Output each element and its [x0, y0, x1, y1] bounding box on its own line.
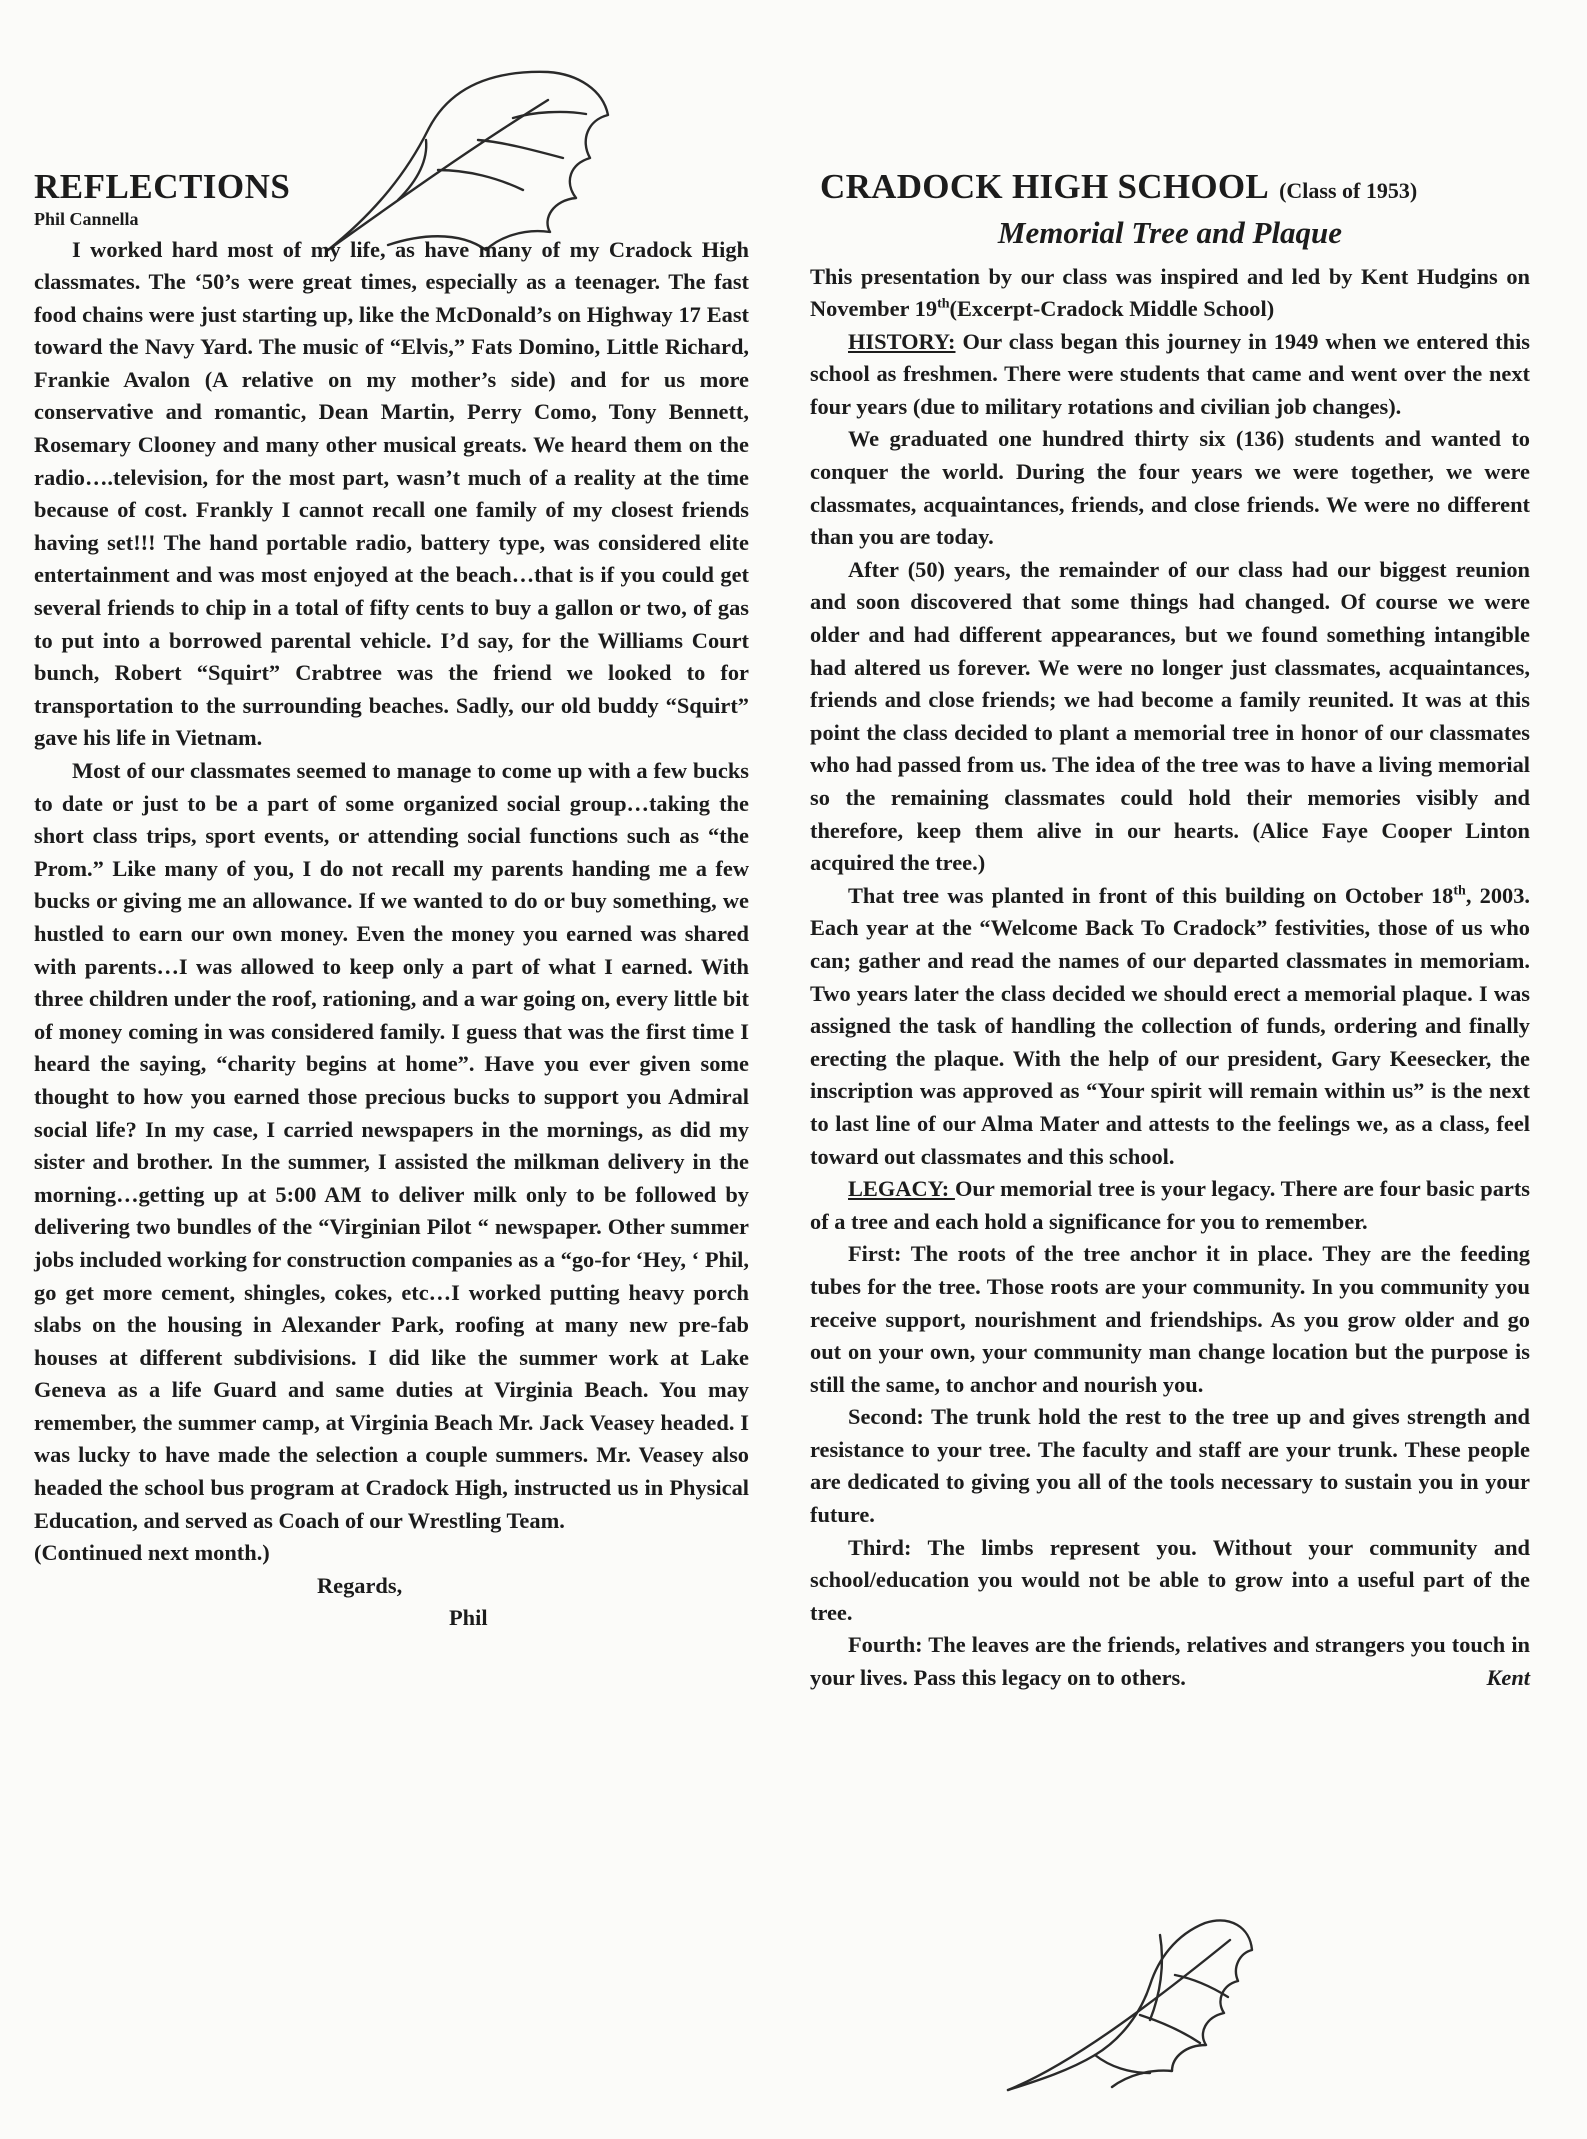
legacy-paragraph	[810, 1173, 1530, 1238]
memorial-paragraph-fourth	[810, 1629, 1530, 1694]
class-of-label: (Class of 1953)	[1279, 178, 1418, 203]
reflections-column	[34, 160, 749, 1635]
intro-text-end: (Excerpt-Cradock Middle School)	[949, 296, 1275, 322]
memorial-paragraph-2: We graduated one hundred thirty six (136) students and wanted to conquer the world. During the four years we were together, we were classmates, acquaintances, friends, and close friends. We were no different than you are today.	[810, 426, 1530, 550]
p4-text: That tree was planted in front of this building on October 18	[848, 882, 1454, 908]
memorial-subtitle: Memorial Tree and Plaque	[997, 214, 1343, 250]
continued-note: (Continued next month.)	[34, 1540, 270, 1566]
regards-closing: Regards,	[317, 1572, 403, 1598]
memorial-heading	[820, 168, 1530, 207]
intro-ordinal: th	[937, 296, 950, 312]
memorial-tree-column	[810, 160, 1530, 1695]
signature-kent: Kent	[1486, 1665, 1530, 1691]
memorial-paragraph-4	[810, 880, 1530, 1173]
legacy-text: Our memorial tree is your legacy. There are four basic parts of a tree and each hold a significance for you to remember.	[810, 1176, 1530, 1234]
p4-text-end: , 2003. Each year at the “Welcome Back To Cradock” festivities, those of us who can; gather and read the names of our departed classmates in memoriam. Two years later the class decided we should erect a memorial plaque. I was assigned the task of handling the collection of funds, ordering and finally erecting the plaque. With the help of our president, Gary Keesecker, the inscription was approved as “Your spirit will remain within us” is the next to last line of our Alma Mater and attests to the feelings we, as a class, feel toward out classmates and this school.	[810, 882, 1530, 1169]
intro-text: This presentation by our class was inspired and led by Kent Hudgins on November 19	[810, 263, 1530, 322]
memorial-paragraph-third: Third: The limbs represent you. Without your community and school/education you would not be able to grow into a useful part of the tree.	[810, 1534, 1530, 1625]
p4-ordinal: th	[1453, 883, 1466, 899]
signature-phil: Phil	[449, 1605, 488, 1631]
reflections-paragraph-2: Most of our classmates seemed to manage to come up with a few bucks to date or just to be a part of some organized social group…taking the short class trips, sport events, or attending social functions such as “the Prom.” Like many of you, I do not recall my parents handing me a few bucks or giving me an allowance. If we wanted to do or buy something, we hustled to earn our own money. Even the money you earned was shared with parents…I was allowed to keep only a part of what I earned. With three children under the roof, rationing, and a war going on, every little bit of money coming in was considered family. I guess that was the first time I heard the saying, “charity begins at home”. Have you ever given some thought to how you earned those precious bucks to support you Admiral social life? In my case, I carried newspapers in the mornings, as did my sister and brother. In the summer, I assisted the milkman delivery in the morning…getting up at 5:00 AM to deliver milk only to be followed by delivering two bundles of the “Virginian Pilot “ newspaper. Other summer jobs included working for construction companies as a “go-for ‘Hey, ‘ Phil, go get more cement, shingles, cokes, etc…I worked putting heavy porch slabs on the housing in Alexander Park, roofing at many new pre-fab houses at different subdivisions. I did like the summer work at Lake Geneva as a life Guard and same duties at Virginia Beach. You may remember, the summer camp, at Virginia Beach Mr. Jack Veasey headed. I was lucky to have made the selection a couple summers. Mr. Veasey also headed the school bus program at Cradock High, instructed us in Physical Education, and served as Coach of our Wrestling Team.	[34, 758, 749, 1533]
history-label: HISTORY:	[848, 328, 956, 354]
school-title: CRADOCK HIGH SCHOOL	[820, 167, 1270, 206]
memorial-paragraph-second: Second: The trunk hold the rest to the tree up and gives strength and resistance to your tree. The faculty and staff are your trunk. These people are dedicated to giving you all of the tools necessary to sustain you in your future.	[810, 1404, 1530, 1528]
reflections-paragraph-1: I worked hard most of my life, as have many of my Cradock High classmates. The ‘50’s were great times, especially as a teenager. The fast food chains were just starting up, like the McDonald’s on Highway 17 East toward the Navy Yard. The music of “Elvis,” Fats Domino, Little Richard, Frankie Avalon (A relative on my mother’s side) and for us more conservative and romantic, Dean Martin, Perry Como, Tony Bennett, Rosemary Clooney and many other musical greats. We heard them on the radio….television, for the most part, wasn’t much of a reality at the time because of cost. Frankly I cannot recall one family of my closest friends having set!!! The hand portable radio, battery type, was considered elite entertainment and was most enjoyed at the beach…that is if you could get several friends to chip in a total of fifty cents to buy a gallon or two, of gas to put into a borrowed parental vehicle. I’d say, for the Williams Court bunch, Robert “Squirt” Crabtree was the friend we looked to for transportation to the surrounding beaches. Sadly, our old buddy “Squirt” gave his life in Vietnam.	[34, 236, 749, 751]
leaf-illustration-bottom	[1000, 1905, 1260, 2105]
history-paragraph	[810, 326, 1530, 424]
author-name: Phil Cannella	[34, 208, 139, 229]
memorial-paragraph-3: After (50) years, the remainder of our class had our biggest reunion and soon discovered that some things had changed. Of course we were older and had different appearances, but we found something intangible had altered us forever. We were no longer just classmates, acquaintances, friends and close friends; we had become a family reunited. It was at this point the class decided to plant a memorial tree in honor of our classmates who had passed from us. The idea of the tree was to have a living memorial so the remaining classmates could hold their memories visibly and therefore, keep them alive in our hearts. (Alice Faye Cooper Linton acquired the tree.)	[810, 556, 1530, 876]
fourth-text: Fourth: The leaves are the friends, relatives and strangers you touch in your lives. Pass this legacy on to others.	[810, 1632, 1530, 1691]
history-text: Our class began this journey in 1949 when we entered this school as freshmen. There were students that came and went over the next four years (due to military rotations and civilian job changes).	[810, 328, 1530, 419]
reflections-title: REFLECTIONS	[34, 167, 291, 206]
memorial-intro	[810, 261, 1530, 326]
legacy-label: LEGACY:	[848, 1176, 955, 1202]
memorial-paragraph-first: First: The roots of the tree anchor it in place. They are the feeding tubes for the tree. Those roots are your community. In you community you receive support, nourishment and friendships. As you grow older and go out on your own, your community man change location but the purpose is still the same, to anchor and nourish you.	[810, 1241, 1530, 1397]
